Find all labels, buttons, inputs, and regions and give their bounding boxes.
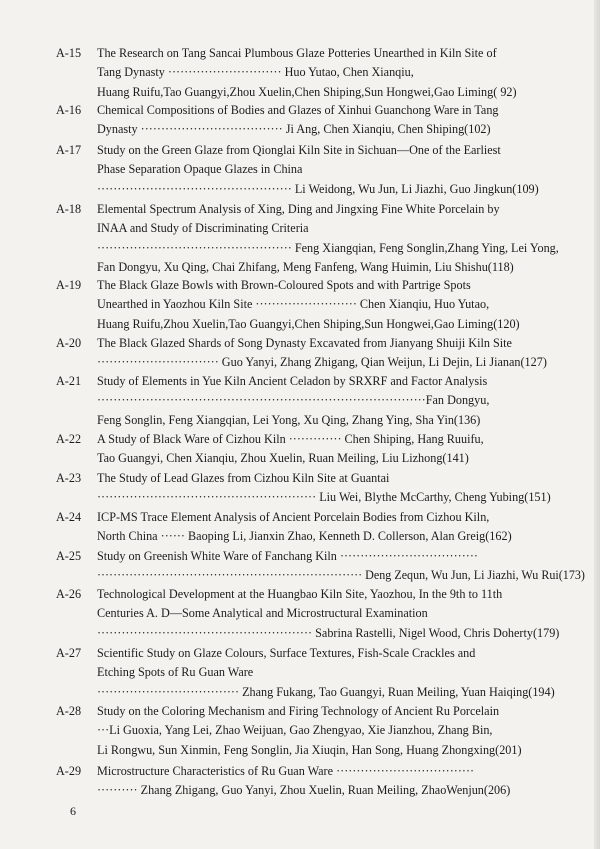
entry-line: The Black Glaze Bowls with Brown-Coloured Spots and with Partrige Spots <box>97 278 471 292</box>
entry-line: Dynasty ··································· Ji Ang, Chen Xianqiu, Chen Shiping(102) <box>97 122 491 137</box>
entry-code: A-20 <box>56 336 82 350</box>
entry-line: A Study of Black Ware of Cizhou Kiln ············· Chen Shiping, Hang Ruuifu, <box>97 432 484 446</box>
entry-line: ················································ Feng Xiangqian, Feng Songlin,Zhang Ying, Lei Yong, <box>97 240 559 255</box>
entry-code: A-18 <box>56 202 82 216</box>
entry-line: Feng Songlin, Feng Xiangqian, Lei Yong, Xu Qing, Zhang Ying, Sha Yin(136) <box>97 412 481 427</box>
entry-line: Chemical Compositions of Bodies and Glazes of Xinhui Guanchong Ware in Tang <box>97 103 499 117</box>
entry-line: Unearthed in Yaozhou Kiln Site ························· Chen Xianqiu, Huo Yutao, <box>97 297 490 312</box>
entry-line: ····················································· Sabrina Rastelli, Nigel Wood, Chris Doherty(179) <box>97 625 560 640</box>
entry-line: North China ······ Baoping Li, Jianxin Zhao, Kenneth D. Collerson, Alan Greig(162) <box>97 529 512 544</box>
entry-line: ···Li Guoxia, Yang Lei, Zhao Weijuan, Gao Zhengyao, Xie Jianzhou, Zhang Bin, <box>97 723 493 738</box>
entry-line: ·································································· Deng Zequn, Wu Jun, Li Jiazhi, Wu Rui(173) <box>97 568 585 583</box>
entry-line: Elemental Spectrum Analysis of Xing, Ding and Jingxing Fine White Porcelain by <box>97 202 500 216</box>
entry-line: Study on the Green Glaze from Qionglai Kiln Site in Sichuan—One of the Earliest <box>97 143 501 157</box>
entry-code: A-16 <box>56 103 82 117</box>
entry-code: A-23 <box>56 471 82 485</box>
entry-line: ················································ Li Weidong, Wu Jun, Li Jiazhi, Guo Jingkun(109) <box>97 181 539 196</box>
entry-code: A-19 <box>56 278 82 292</box>
page-edge <box>594 0 600 849</box>
entry-line: Li Rongwu, Sun Xinmin, Feng Songlin, Jia Xiuqin, Han Song, Huang Zhongxing(201) <box>97 742 522 757</box>
entry-line: Tao Guangyi, Chen Xianqiu, Zhou Xuelin, Ruan Meiling, Liu Lizhong(141) <box>97 451 469 466</box>
entry-line: Study on the Coloring Mechanism and Firing Technology of Ancient Ru Porcelain <box>97 704 500 718</box>
entry-code: A-26 <box>56 587 82 601</box>
entry-line: Microstructure Characteristics of Ru Guan Ware ·································· <box>97 764 475 778</box>
entry-line: Tang Dynasty ···························· Huo Yutao, Chen Xianqiu, <box>97 65 414 80</box>
entry-line: The Black Glazed Shards of Song Dynasty Excavated from Jianyang Shuiji Kiln Site <box>97 336 512 350</box>
entry-line: Scientific Study on Glaze Colours, Surface Textures, Fish-Scale Crackles and <box>97 646 476 660</box>
entry-code: A-15 <box>56 46 82 60</box>
page-number: 6 <box>70 804 76 818</box>
entry-line: ICP-MS Trace Element Analysis of Ancient Porcelain Bodies from Cizhou Kiln, <box>97 510 490 524</box>
entry-line: Centuries A. D—Some Analytical and Microstructural Examination <box>97 606 428 621</box>
entry-line: Fan Dongyu, Xu Qing, Chai Zhifang, Meng Fanfeng, Wang Huimin, Liu Shishu(118) <box>97 260 514 275</box>
entry-code: A-29 <box>56 764 82 778</box>
entry-line: ·········· Zhang Zhigang, Guo Yanyi, Zhou Xuelin, Ruan Meiling, ZhaoWenjun(206) <box>97 783 511 798</box>
entry-code: A-17 <box>56 143 82 157</box>
entry-line: Huang Ruifu,Tao Guangyi,Zhou Xuelin,Chen Shiping,Sun Hongwei,Gao Liming( 92) <box>97 84 517 99</box>
entry-code: A-22 <box>56 432 82 446</box>
entry-line: The Study of Lead Glazes from Cizhou Kiln Site at Guantai <box>97 471 390 485</box>
entry-line: Huang Ruifu,Zhou Xuelin,Tao Guangyi,Chen Shiping,Sun Hongwei,Gao Liming(120) <box>97 316 520 331</box>
entry-line: Study of Elements in Yue Kiln Ancient Celadon by SRXRF and Factor Analysis <box>97 374 488 388</box>
entry-code: A-25 <box>56 549 82 563</box>
entry-line: ·················································································Fan Dongyu, <box>97 393 490 408</box>
entry-code: A-28 <box>56 704 82 718</box>
entry-line: ··································· Zhang Fukang, Tao Guangyi, Ruan Meiling, Yuan Haiqing(194) <box>97 684 555 699</box>
entry-line: ······························ Guo Yanyi, Zhang Zhigang, Qian Weijun, Li Dejin, Li Jianan(127) <box>97 355 547 370</box>
entry-line: The Research on Tang Sancai Plumbous Glaze Potteries Unearthed in Kiln Site of <box>97 46 497 60</box>
entry-line: Etching Spots of Ru Guan Ware <box>97 665 254 680</box>
entry-line: Technological Development at the Huangbao Kiln Site, Yaozhou, In the 9th to 11th <box>97 587 503 601</box>
entry-code: A-24 <box>56 510 82 524</box>
entry-line: ······················································ Liu Wei, Blythe McCarthy, Cheng Yubing(151) <box>97 490 551 505</box>
entry-line: INAA and Study of Discriminating Criteria <box>97 221 309 236</box>
entry-line: Study on Greenish White Ware of Fanchang Kiln ·································· <box>97 549 478 563</box>
entry-code: A-27 <box>56 646 82 660</box>
entry-line: Phase Separation Opaque Glazes in China <box>97 162 303 177</box>
entry-code: A-21 <box>56 374 82 388</box>
